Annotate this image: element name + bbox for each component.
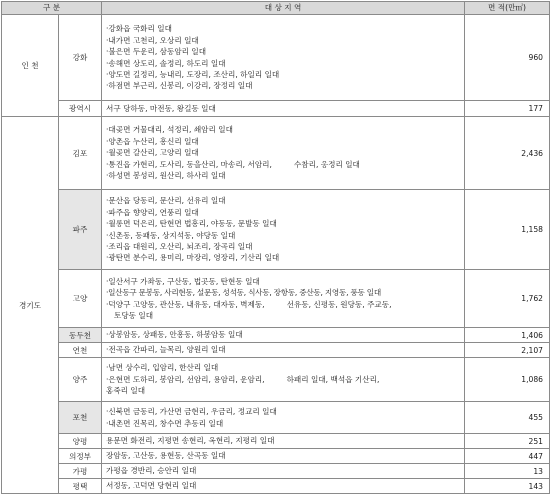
- table-row: [2, 328, 550, 343]
- area-line: ·조리읍 대원리, 오산리, 뇌조리, 장곡리 일대: [106, 241, 253, 251]
- district-cell: 포천: [59, 402, 102, 434]
- table-row: [2, 117, 550, 190]
- table-row: [2, 190, 550, 270]
- target-area-cell: [102, 190, 465, 270]
- target-area-cell: [102, 434, 465, 449]
- area-value-cell: 143: [465, 479, 550, 494]
- target-area-cell: [102, 464, 465, 479]
- area-value-cell: 455: [465, 402, 550, 434]
- district-cell: 파주: [59, 190, 102, 270]
- area-line: ·광탄면 분수리, 용미리, 마장리, 영장리, 기산리 일대: [106, 253, 280, 263]
- area-line: 토당동 일대: [114, 310, 154, 320]
- table-row: [2, 449, 550, 464]
- target-area-cell: [102, 479, 465, 494]
- area-line: 서정동, 고덕면 당현리 일대: [106, 481, 197, 491]
- district-cell: 가평: [59, 464, 102, 479]
- area-line: ·하점면 부근리, 신봉리, 이강리, 장정리 일대: [106, 81, 253, 91]
- area-line: 용문면 화전리, 지평면 송현리, 옥현리, 지평리 일대: [106, 436, 275, 446]
- area-line: 홍죽리 일대: [106, 386, 146, 396]
- table-row: [2, 479, 550, 494]
- table-row: [2, 101, 550, 117]
- target-area-cell: [102, 328, 465, 343]
- table-row: [2, 15, 550, 101]
- area-line: ·일산동구 문봉동, 사리현동, 설문동, 성석동, 식사동, 장항동, 중산동, 지영동, 풍동 일대: [106, 288, 381, 298]
- table-row: [2, 434, 550, 449]
- district-cell: 고양: [59, 270, 102, 328]
- area-line: ·대곶면 거물대리, 석정리, 쇄암리 일대: [106, 125, 233, 135]
- table-row: [2, 343, 550, 358]
- area-value-cell: 177: [465, 101, 550, 117]
- area-line: ·하성면 봉성리, 원산리, 하사리 일대: [106, 171, 226, 181]
- area-line: ·송해면 상도리, 솔정리, 하도리 일대: [106, 58, 226, 68]
- area-line: 장암동, 고산동, 용현동, 산곡동 일대: [106, 451, 226, 461]
- district-cell: 평택: [59, 479, 102, 494]
- area-line: 가평읍 경반리, 승안리 일대: [106, 466, 197, 476]
- designated-area-table: [1, 1, 550, 494]
- area-line: ·양촌읍 누산리, 흥신리 일대: [106, 136, 199, 146]
- district-cell: 양평: [59, 434, 102, 449]
- district-cell: 연천: [59, 343, 102, 358]
- area-line: ·불은면 두운리, 삼동암리 일대: [106, 47, 207, 57]
- area-value-cell: 447: [465, 449, 550, 464]
- area-line: ·양도면 길정리, 능내리, 도장리, 조산리, 하일리 일대: [106, 69, 280, 79]
- target-area-cell: [102, 15, 465, 101]
- area-line: ·전곡읍 간파리, 늘목리, 양원리 일대: [106, 345, 226, 355]
- area-line: [106, 299, 460, 310]
- header-division: 구 분: [2, 2, 102, 15]
- table-row: [2, 464, 550, 479]
- area-line: ·월곶면 갈산리, 고양리 일대: [106, 148, 199, 158]
- area-value-cell: 2,107: [465, 343, 550, 358]
- district-cell: 양주: [59, 358, 102, 402]
- area-line-part: ·덕양구 고양동, 관산동, 내유동, 대자동, 벽제동,: [106, 299, 265, 309]
- target-area-cell: [102, 358, 465, 402]
- target-area-cell: [102, 343, 465, 358]
- table-header-row: [2, 2, 550, 15]
- header-target-area: 대 상 지 역: [102, 2, 465, 15]
- target-area-cell: [102, 449, 465, 464]
- area-line: ·내가면 고천리, 오상리 일대: [106, 35, 199, 45]
- area-line: ·파주읍 향양리, 연풍리 일대: [106, 207, 199, 217]
- area-line: ·강화읍 국화리 일대: [106, 24, 172, 34]
- area-line-part: ·통진읍 가현리, 도사리, 동을산리, 마송리, 서암리,: [106, 159, 272, 169]
- district-cell: 의정부: [59, 449, 102, 464]
- area-line: ·상봉암동, 상패동, 안흥동, 하봉암동 일대: [106, 330, 243, 340]
- target-area-cell: [102, 402, 465, 434]
- table-row: [2, 270, 550, 328]
- table-row: [2, 358, 550, 402]
- district-cell: 광역시: [59, 101, 102, 117]
- area-value-cell: 1,762: [465, 270, 550, 328]
- table-row: [2, 402, 550, 434]
- target-area-cell: [102, 270, 465, 328]
- area-value-cell: 251: [465, 434, 550, 449]
- area-value-cell: 1,086: [465, 358, 550, 402]
- area-line-part: ·은현면 도하리, 봉암리, 선암리, 용암리, 운암리,: [106, 374, 265, 384]
- area-line-part: 수참리, 옹정리 일대: [293, 159, 360, 169]
- area-value-cell: 1,158: [465, 190, 550, 270]
- area-line: 서구 당하동, 마전동, 왕길동 일대: [106, 103, 216, 113]
- area-value-cell: 960: [465, 15, 550, 101]
- area-value-cell: 13: [465, 464, 550, 479]
- area-line: ·문산읍 당동리, 문산리, 선유리 일대: [106, 196, 226, 206]
- region-cell: 인 천: [2, 15, 59, 117]
- area-value-cell: 2,436: [465, 117, 550, 190]
- area-line: ·일산서구 가좌동, 구산동, 법곳동, 탄현동 일대: [106, 276, 260, 286]
- area-line: ·내촌면 진목리, 창수면 추동리 일대: [106, 418, 224, 428]
- target-area-cell: [102, 117, 465, 190]
- area-line-part: 하패리 일대, 백석읍 기산리,: [286, 374, 380, 384]
- district-cell: 동두천: [59, 328, 102, 343]
- region-cell: 경기도: [2, 117, 59, 494]
- area-value-cell: 1,406: [465, 328, 550, 343]
- target-area-cell: [102, 101, 465, 117]
- area-line: [106, 374, 460, 385]
- area-line: ·월롱면 덕은리, 탄현면 법흥리, 야동동, 문발동 일대: [106, 219, 277, 229]
- area-line: [106, 159, 460, 170]
- area-line: ·신북면 금동리, 가산면 금현리, 우금리, 정교리 일대: [106, 407, 277, 417]
- area-line-part: 선유동, 신평동, 원당동, 주교동,: [286, 299, 392, 309]
- district-cell: 김포: [59, 117, 102, 190]
- area-line: ·신촌동, 동패동, 상지석동, 야당동 일대: [106, 230, 236, 240]
- district-cell: 강화: [59, 15, 102, 101]
- header-area: 면 적(만㎡): [465, 2, 550, 15]
- area-line: ·남면 상수리, 입암리, 한산리 일대: [106, 363, 219, 373]
